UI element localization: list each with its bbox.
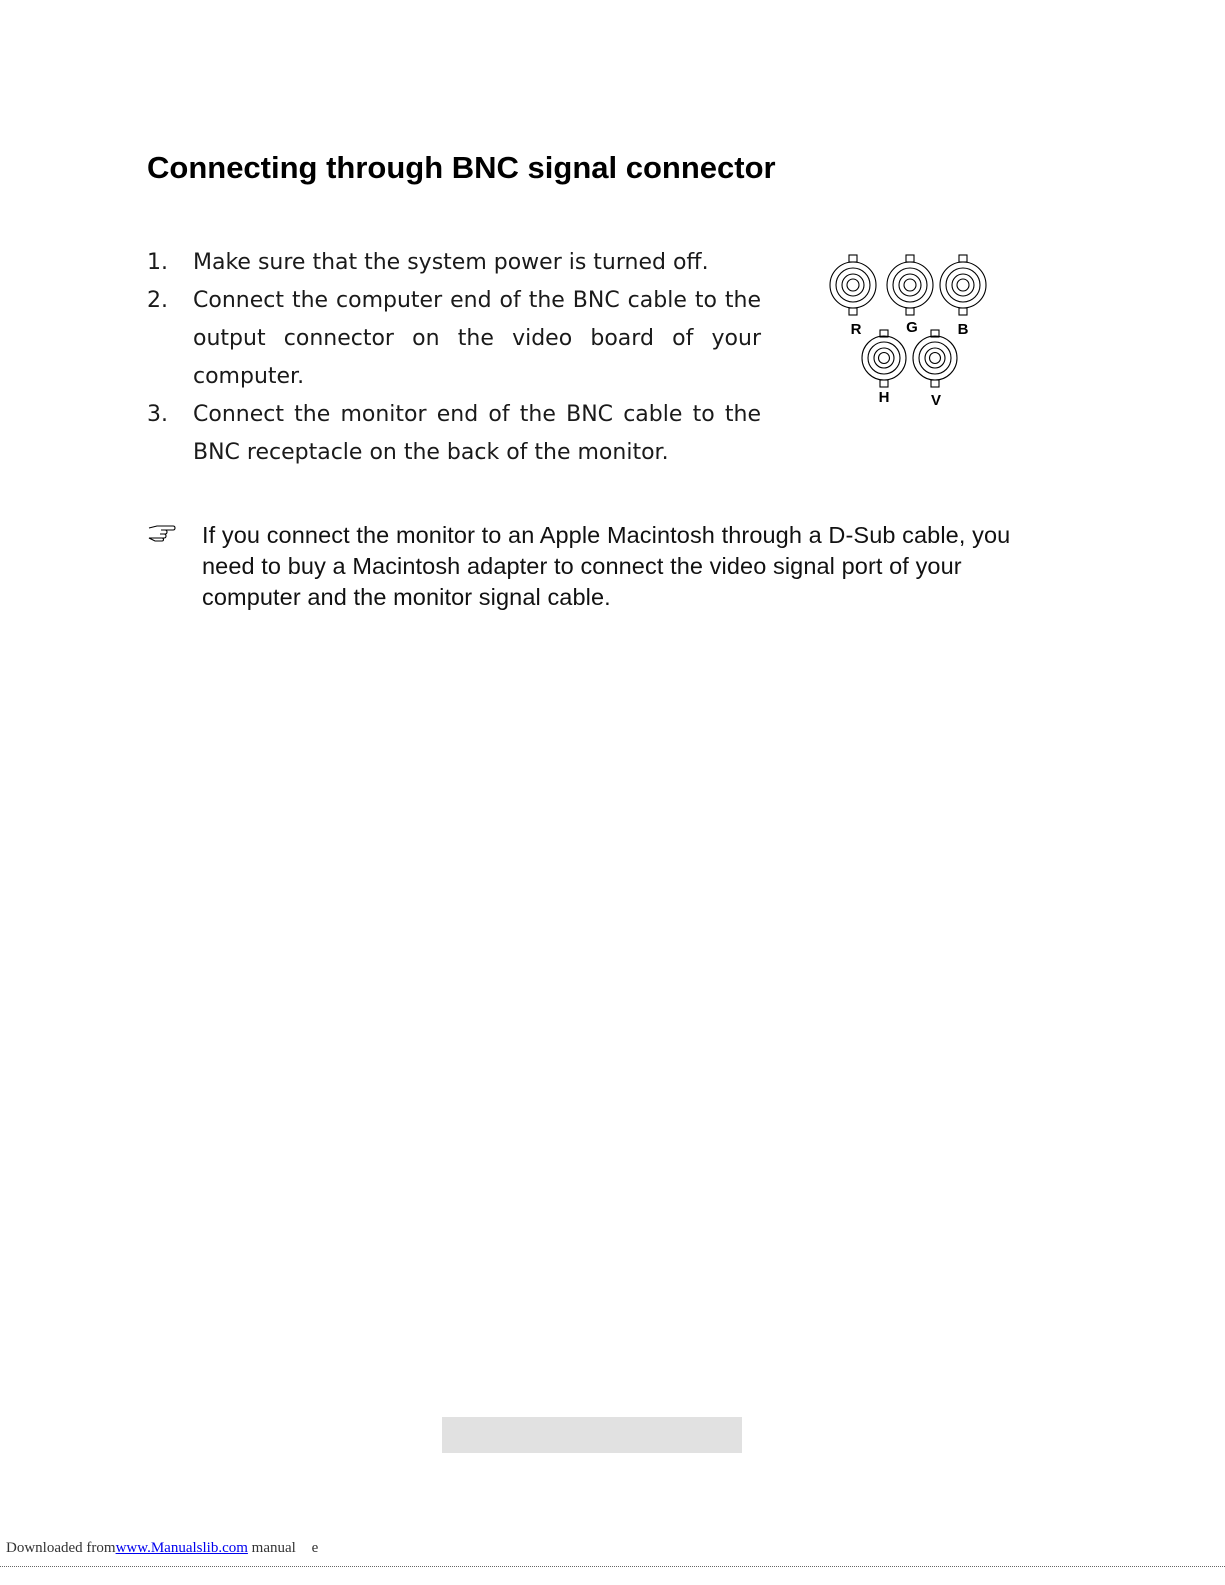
footer-prefix: Downloaded from bbox=[6, 1540, 116, 1556]
footer-link[interactable]: www.Manualslib.com bbox=[115, 1540, 248, 1556]
step-text: Connect the monitor end of the BNC cable to the BNC receptacle on the back of the monitor. bbox=[193, 402, 761, 465]
bnc-connector-v-icon bbox=[913, 330, 957, 387]
footer-divider bbox=[0, 1566, 1225, 1567]
bnc-connector-r-icon bbox=[830, 255, 876, 315]
step-number: 1. bbox=[147, 250, 168, 275]
instruction-list bbox=[147, 244, 761, 472]
bnc-connector-g-icon bbox=[887, 255, 933, 315]
list-item bbox=[147, 396, 761, 472]
page-title: Connecting through BNC signal connector bbox=[147, 150, 776, 185]
footer-suffix-manual: manual bbox=[251, 1540, 296, 1556]
step-text: Connect the computer end of the BNC cable to the output connector on the video board of your computer. bbox=[193, 288, 761, 389]
step-number: 2. bbox=[147, 288, 168, 313]
footer-suffix-e: e bbox=[311, 1540, 319, 1556]
footer bbox=[6, 1540, 318, 1557]
label-h: H bbox=[878, 389, 890, 406]
step-text: Make sure that the system power is turned off. bbox=[193, 250, 709, 275]
label-r: R bbox=[850, 321, 862, 338]
bnc-connector-diagram bbox=[825, 250, 995, 415]
pointing-hand-icon bbox=[147, 522, 177, 542]
label-g: G bbox=[906, 319, 918, 336]
list-item bbox=[147, 244, 761, 282]
label-v: V bbox=[930, 392, 942, 409]
list-item bbox=[147, 282, 761, 396]
label-b: B bbox=[957, 321, 969, 338]
bnc-connector-b-icon bbox=[940, 255, 986, 315]
note-text: If you connect the monitor to an Apple Macintosh through a D-Sub cable, you need to buy a Macintosh adapter to connect the video signal port of your computer and the monitor signal cable. bbox=[202, 522, 1011, 610]
bnc-connector-h-icon bbox=[862, 330, 906, 387]
step-number: 3. bbox=[147, 402, 168, 427]
page-number-box bbox=[442, 1417, 742, 1453]
